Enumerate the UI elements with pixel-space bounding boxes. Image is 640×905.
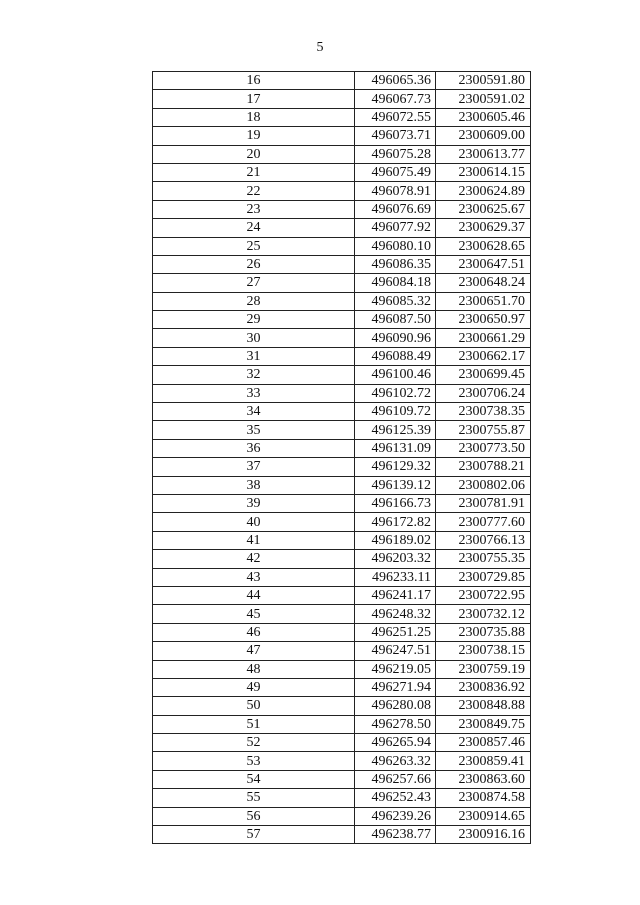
point-number-cell: 39 <box>153 494 355 512</box>
page-number: 5 <box>316 40 324 55</box>
point-number-cell: 57 <box>153 826 355 844</box>
y-coordinate-cell: 2300759.19 <box>436 660 531 678</box>
table-row <box>153 347 531 365</box>
table-row <box>153 163 531 181</box>
point-number-cell: 33 <box>153 384 355 402</box>
point-number-cell: 40 <box>153 513 355 531</box>
y-coordinate-cell: 2300624.89 <box>436 182 531 200</box>
x-coordinate-cell: 496102.72 <box>355 384 436 402</box>
y-coordinate-cell: 2300629.37 <box>436 219 531 237</box>
table-row <box>153 660 531 678</box>
x-coordinate-cell: 496233.11 <box>355 568 436 586</box>
x-coordinate-cell: 496087.50 <box>355 311 436 329</box>
y-coordinate-cell: 2300661.29 <box>436 329 531 347</box>
point-number-cell: 47 <box>153 642 355 660</box>
y-coordinate-cell: 2300777.60 <box>436 513 531 531</box>
point-number-cell: 19 <box>153 127 355 145</box>
y-coordinate-cell: 2300614.15 <box>436 163 531 181</box>
table-row <box>153 219 531 237</box>
y-coordinate-cell: 2300735.88 <box>436 623 531 641</box>
table-row <box>153 623 531 641</box>
table-row <box>153 439 531 457</box>
x-coordinate-cell: 496280.08 <box>355 697 436 715</box>
x-coordinate-cell: 496172.82 <box>355 513 436 531</box>
table-row <box>153 255 531 273</box>
x-coordinate-cell: 496076.69 <box>355 200 436 218</box>
table-row <box>153 311 531 329</box>
point-number-cell: 35 <box>153 421 355 439</box>
y-coordinate-cell: 2300651.70 <box>436 292 531 310</box>
x-coordinate-cell: 496247.51 <box>355 642 436 660</box>
table-row <box>153 403 531 421</box>
table-row <box>153 826 531 844</box>
y-coordinate-cell: 2300613.77 <box>436 145 531 163</box>
x-coordinate-cell: 496075.49 <box>355 163 436 181</box>
y-coordinate-cell: 2300729.85 <box>436 568 531 586</box>
x-coordinate-cell: 496166.73 <box>355 494 436 512</box>
point-number-cell: 45 <box>153 605 355 623</box>
point-number-cell: 25 <box>153 237 355 255</box>
point-number-cell: 38 <box>153 476 355 494</box>
y-coordinate-cell: 2300916.16 <box>436 826 531 844</box>
y-coordinate-cell: 2300755.35 <box>436 550 531 568</box>
x-coordinate-cell: 496252.43 <box>355 789 436 807</box>
x-coordinate-cell: 496251.25 <box>355 623 436 641</box>
point-number-cell: 22 <box>153 182 355 200</box>
table-row <box>153 770 531 788</box>
y-coordinate-cell: 2300857.46 <box>436 734 531 752</box>
table-row <box>153 421 531 439</box>
table-row <box>153 807 531 825</box>
table-row <box>153 494 531 512</box>
table-row <box>153 292 531 310</box>
x-coordinate-cell: 496077.92 <box>355 219 436 237</box>
point-number-cell: 27 <box>153 274 355 292</box>
point-number-cell: 42 <box>153 550 355 568</box>
table-row <box>153 237 531 255</box>
x-coordinate-cell: 496219.05 <box>355 660 436 678</box>
y-coordinate-cell: 2300609.00 <box>436 127 531 145</box>
y-coordinate-cell: 2300849.75 <box>436 715 531 733</box>
point-number-cell: 48 <box>153 660 355 678</box>
point-number-cell: 56 <box>153 807 355 825</box>
y-coordinate-cell: 2300914.65 <box>436 807 531 825</box>
point-number-cell: 44 <box>153 586 355 604</box>
y-coordinate-cell: 2300781.91 <box>436 494 531 512</box>
x-coordinate-cell: 496271.94 <box>355 678 436 696</box>
table-row <box>153 531 531 549</box>
point-number-cell: 26 <box>153 255 355 273</box>
table-row <box>153 734 531 752</box>
y-coordinate-cell: 2300788.21 <box>436 458 531 476</box>
table-row <box>153 182 531 200</box>
point-number-cell: 29 <box>153 311 355 329</box>
table-row <box>153 72 531 90</box>
x-coordinate-cell: 496072.55 <box>355 108 436 126</box>
table-row <box>153 550 531 568</box>
table-row <box>153 366 531 384</box>
table-row <box>153 605 531 623</box>
point-number-cell: 53 <box>153 752 355 770</box>
y-coordinate-cell: 2300648.24 <box>436 274 531 292</box>
x-coordinate-cell: 496073.71 <box>355 127 436 145</box>
y-coordinate-cell: 2300802.06 <box>436 476 531 494</box>
table-row <box>153 586 531 604</box>
x-coordinate-cell: 496075.28 <box>355 145 436 163</box>
table-row <box>153 513 531 531</box>
x-coordinate-cell: 496257.66 <box>355 770 436 788</box>
y-coordinate-cell: 2300755.87 <box>436 421 531 439</box>
x-coordinate-cell: 496125.39 <box>355 421 436 439</box>
point-number-cell: 20 <box>153 145 355 163</box>
x-coordinate-cell: 496248.32 <box>355 605 436 623</box>
table-row <box>153 568 531 586</box>
table-row <box>153 384 531 402</box>
table-row <box>153 127 531 145</box>
y-coordinate-cell: 2300773.50 <box>436 439 531 457</box>
x-coordinate-cell: 496086.35 <box>355 255 436 273</box>
point-number-cell: 51 <box>153 715 355 733</box>
x-coordinate-cell: 496090.96 <box>355 329 436 347</box>
x-coordinate-cell: 496139.12 <box>355 476 436 494</box>
y-coordinate-cell: 2300874.58 <box>436 789 531 807</box>
point-number-cell: 30 <box>153 329 355 347</box>
y-coordinate-cell: 2300722.95 <box>436 586 531 604</box>
y-coordinate-cell: 2300591.02 <box>436 90 531 108</box>
y-coordinate-cell: 2300662.17 <box>436 347 531 365</box>
x-coordinate-cell: 496100.46 <box>355 366 436 384</box>
x-coordinate-cell: 496263.32 <box>355 752 436 770</box>
point-number-cell: 31 <box>153 347 355 365</box>
y-coordinate-cell: 2300591.80 <box>436 72 531 90</box>
point-number-cell: 32 <box>153 366 355 384</box>
point-number-cell: 43 <box>153 568 355 586</box>
point-number-cell: 50 <box>153 697 355 715</box>
x-coordinate-cell: 496080.10 <box>355 237 436 255</box>
x-coordinate-cell: 496085.32 <box>355 292 436 310</box>
y-coordinate-cell: 2300628.65 <box>436 237 531 255</box>
y-coordinate-cell: 2300766.13 <box>436 531 531 549</box>
point-number-cell: 54 <box>153 770 355 788</box>
point-number-cell: 55 <box>153 789 355 807</box>
x-coordinate-cell: 496129.32 <box>355 458 436 476</box>
table-row <box>153 145 531 163</box>
table-row <box>153 715 531 733</box>
y-coordinate-cell: 2300647.51 <box>436 255 531 273</box>
point-number-cell: 46 <box>153 623 355 641</box>
y-coordinate-cell: 2300863.60 <box>436 770 531 788</box>
x-coordinate-cell: 496065.36 <box>355 72 436 90</box>
x-coordinate-cell: 496241.17 <box>355 586 436 604</box>
x-coordinate-cell: 496088.49 <box>355 347 436 365</box>
point-number-cell: 28 <box>153 292 355 310</box>
x-coordinate-cell: 496067.73 <box>355 90 436 108</box>
x-coordinate-cell: 496109.72 <box>355 403 436 421</box>
table-row <box>153 274 531 292</box>
coordinates-table-body <box>153 72 531 844</box>
x-coordinate-cell: 496278.50 <box>355 715 436 733</box>
y-coordinate-cell: 2300706.24 <box>436 384 531 402</box>
coordinates-table <box>152 71 531 844</box>
x-coordinate-cell: 496203.32 <box>355 550 436 568</box>
y-coordinate-cell: 2300836.92 <box>436 678 531 696</box>
y-coordinate-cell: 2300605.46 <box>436 108 531 126</box>
point-number-cell: 16 <box>153 72 355 90</box>
y-coordinate-cell: 2300738.35 <box>436 403 531 421</box>
table-row <box>153 642 531 660</box>
table-row <box>153 329 531 347</box>
table-row <box>153 697 531 715</box>
point-number-cell: 24 <box>153 219 355 237</box>
y-coordinate-cell: 2300738.15 <box>436 642 531 660</box>
y-coordinate-cell: 2300732.12 <box>436 605 531 623</box>
x-coordinate-cell: 496189.02 <box>355 531 436 549</box>
table-row <box>153 752 531 770</box>
point-number-cell: 36 <box>153 439 355 457</box>
point-number-cell: 34 <box>153 403 355 421</box>
table-row <box>153 200 531 218</box>
point-number-cell: 37 <box>153 458 355 476</box>
x-coordinate-cell: 496239.26 <box>355 807 436 825</box>
point-number-cell: 52 <box>153 734 355 752</box>
point-number-cell: 17 <box>153 90 355 108</box>
table-row <box>153 678 531 696</box>
y-coordinate-cell: 2300848.88 <box>436 697 531 715</box>
point-number-cell: 18 <box>153 108 355 126</box>
point-number-cell: 49 <box>153 678 355 696</box>
x-coordinate-cell: 496265.94 <box>355 734 436 752</box>
y-coordinate-cell: 2300699.45 <box>436 366 531 384</box>
x-coordinate-cell: 496078.91 <box>355 182 436 200</box>
table-row <box>153 789 531 807</box>
point-number-cell: 21 <box>153 163 355 181</box>
x-coordinate-cell: 496084.18 <box>355 274 436 292</box>
x-coordinate-cell: 496238.77 <box>355 826 436 844</box>
y-coordinate-cell: 2300859.41 <box>436 752 531 770</box>
table-row <box>153 108 531 126</box>
y-coordinate-cell: 2300625.67 <box>436 200 531 218</box>
point-number-cell: 23 <box>153 200 355 218</box>
table-row <box>153 458 531 476</box>
table-row <box>153 476 531 494</box>
table-row <box>153 90 531 108</box>
point-number-cell: 41 <box>153 531 355 549</box>
x-coordinate-cell: 496131.09 <box>355 439 436 457</box>
y-coordinate-cell: 2300650.97 <box>436 311 531 329</box>
